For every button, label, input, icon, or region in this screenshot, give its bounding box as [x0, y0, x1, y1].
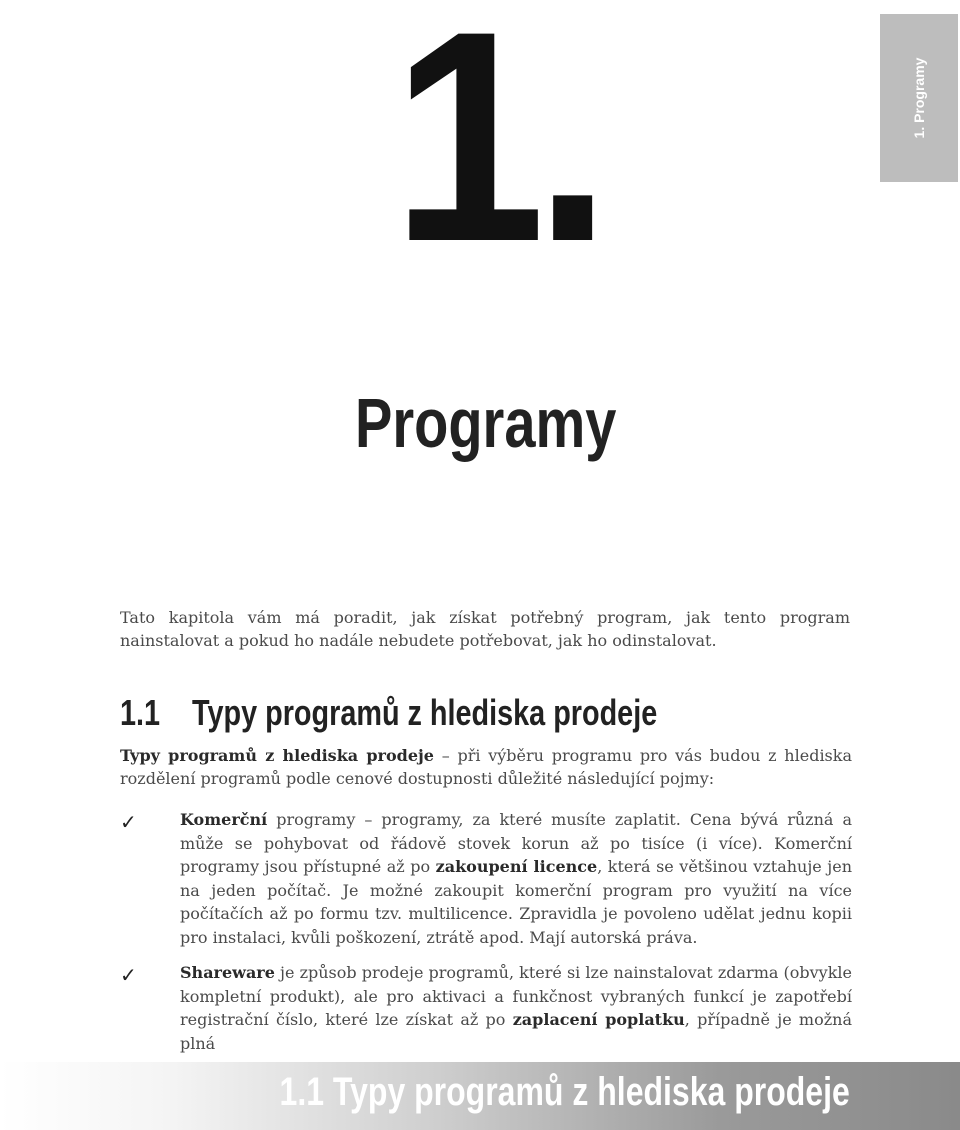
section-title: Typy programů z hlediska prodeje: [192, 692, 658, 733]
list-item-text: [180, 808, 852, 949]
list-item-highlight: zaplacení poplatku: [512, 1010, 685, 1029]
list-item-highlight: zakoupení licence: [435, 857, 598, 876]
list-item: [120, 808, 852, 949]
chapter-title: Programy: [355, 384, 617, 462]
paragraph-term: Typy programů z hlediska prodeje: [120, 746, 434, 765]
list-item-text: [180, 961, 852, 1055]
list-item-term: Komerční: [180, 810, 268, 829]
intro-paragraph: Tato kapitola vám má poradit, jak získat potřebný program, jak tento program nainstalovat a pokud ho nadále nebudete potřebovat, jak ho odinstalovat.: [120, 608, 850, 650]
chapter-number: 1.: [392, 0, 601, 304]
section-paragraph: [120, 744, 852, 790]
list-item-text-part: , případně je možná plná: [180, 1010, 853, 1053]
list-item-text-part: , která se většinou vztahuje jen na jeden počítač. Je možné zakoupit komerční program pro využití na více počítačích až po formu tzv. multilicence. Zpravidla je povoleno udělat jednu kopii pro instalaci, kvůli poškození, ztrátě apod. Mají autorská práva.: [180, 857, 853, 947]
paragraph-text: – při výběru programu pro vás budou z hlediska rozdělení programů podle cenové dostupnosti důležité následující pojmy:: [120, 746, 853, 788]
section-heading: [120, 692, 658, 733]
side-tab-label: 1. Programy: [911, 57, 927, 139]
checkmark-icon: ✓: [120, 810, 137, 834]
list-item-term: Shareware: [180, 963, 275, 982]
list-item: [120, 961, 852, 1055]
list-item-text-part: je způsob prodeje programů, které si lze nainstalovat zdarma (obvykle kompletní produkt), ale pro aktivaci a funkčnost vybraných funkcí je zapotřebí registrační číslo, které lze získat až po: [180, 963, 852, 1029]
checkmark-icon: ✓: [120, 963, 137, 987]
chapter-side-tab: [880, 14, 958, 182]
list-item-text-part: programy – programy, za které musíte zaplatit. Cena bývá různá a může se pohybovat od řádově stovek korun až po tisíce (i více). Komerční programy jsou přístupné až po: [180, 810, 852, 876]
footer-title: 1.1 Typy programů z hlediska prodeje: [279, 1070, 850, 1114]
section-number: 1.1: [120, 692, 161, 733]
